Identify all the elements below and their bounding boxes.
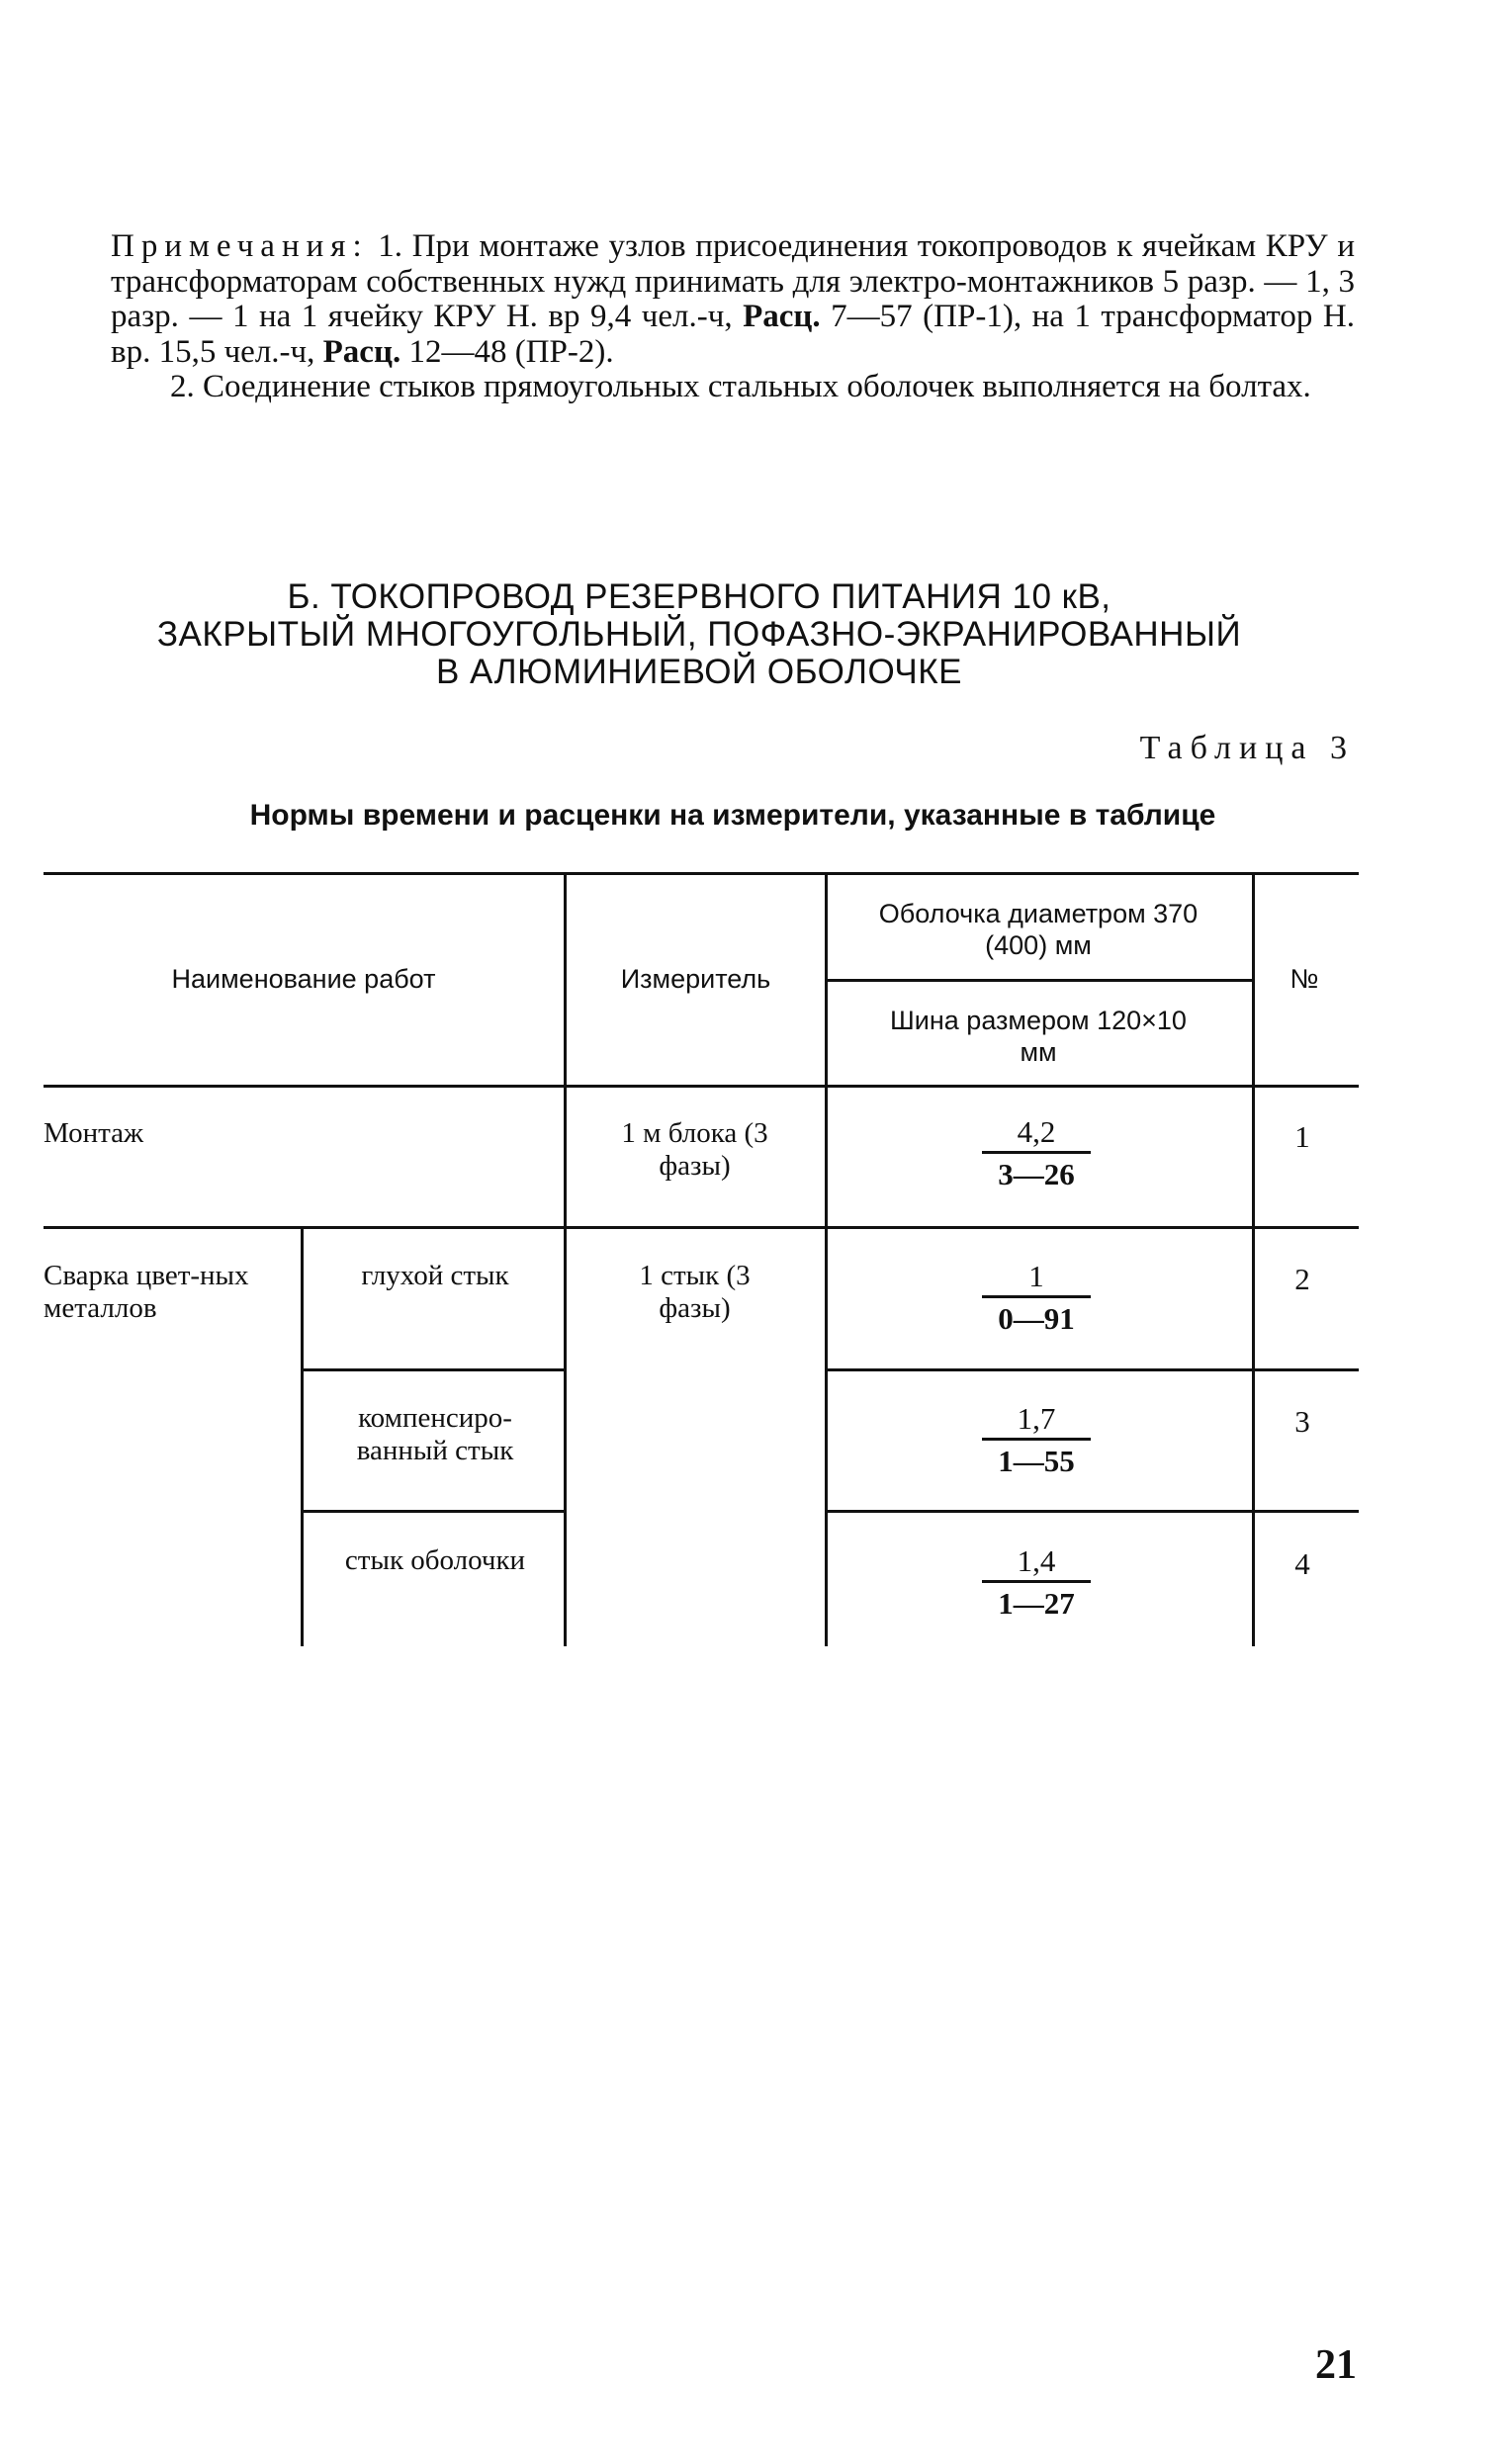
row-2-number: 2 [1294, 1262, 1310, 1296]
row-2-name: Сварка цвет-ных металлов [44, 1260, 249, 1324]
note-1-rate-label-2: Расц. [322, 333, 401, 370]
note-2: 2. Соединение стыков прямоугольных стальных оболочек выполняется на болтах. [170, 369, 1311, 404]
row-1-name: Монтаж [44, 1117, 144, 1149]
row-1-unit: 1 м блока (3 фазы) [621, 1117, 768, 1182]
header-name: Наименование работ [171, 964, 436, 994]
row-1-norm-time: 4,2 [982, 1115, 1091, 1154]
notes-block [111, 229, 1355, 405]
header-shell: Оболочка диаметром 370 (400) мм [878, 899, 1199, 960]
row-3-norm-time: 1,7 [982, 1402, 1091, 1441]
row-3-number: 3 [1294, 1404, 1310, 1439]
table-top-rule [44, 872, 1359, 875]
row-4-value [982, 1544, 1091, 1621]
row-1-number: 1 [1294, 1119, 1310, 1154]
row-4-subname: стык оболочки [344, 1544, 526, 1576]
row-4-norm-time: 1,4 [982, 1544, 1091, 1583]
row-2-bottom-rule [303, 1368, 566, 1371]
row-2-unit: 1 стык (3 фазы) [639, 1260, 751, 1324]
row-4-number: 4 [1294, 1546, 1310, 1581]
row-3-bottom-rule [303, 1510, 566, 1513]
row-1-rate: 3—26 [998, 1157, 1075, 1191]
header-unit: Измеритель [620, 964, 771, 994]
row-1-value [982, 1115, 1091, 1191]
row-4-rate: 1—27 [998, 1586, 1075, 1621]
row-1-bottom-rule [44, 1226, 1359, 1229]
row-2-subname: глухой стык [361, 1260, 509, 1291]
header-inner-rule [827, 979, 1254, 982]
section-title-line-1: Б. ТОКОПРОВОД РЕЗЕРВНОГО ПИТАНИЯ 10 кВ, [287, 577, 1111, 616]
header-bus: Шина размером 120×10 мм [890, 1006, 1187, 1067]
header-bottom-rule [44, 1085, 1359, 1088]
col-subname-left-rule [301, 1226, 304, 1646]
section-title-line-2: ЗАКРЫТЫЙ МНОГОУГОЛЬНЫЙ, ПОФАЗНО-ЭКРАНИРОВАННЫЙ [156, 615, 1242, 654]
notes-label: Примечания: [111, 228, 369, 264]
row-2-value [982, 1260, 1091, 1336]
note-1-text-e: 12—48 (ПР-2). [400, 333, 614, 370]
row-2-norm-time: 1 [982, 1260, 1091, 1298]
table-number: Таблица 3 [1139, 730, 1355, 766]
col-value-left-rule [825, 872, 828, 1646]
table-caption: Нормы времени и расценки на измерители, указанные в таблице [249, 799, 1216, 832]
header-no: № [1289, 964, 1319, 994]
note-1-text-a: 1. При монтаже узлов присоединения токопроводов к ячейкам КРУ и трансформаторам собственных нужд принимать для электро-монтажников 5 разр. — 1, 3 разр. — 1 на 1 ячейку КРУ Н. вр 9,4 чел.-ч, [111, 228, 1355, 334]
note-1-rate-label-1: Расц. [743, 299, 821, 334]
row-3-subname: компенсиро-ванный стык [356, 1402, 514, 1466]
row-3-rate: 1—55 [998, 1444, 1075, 1478]
section-title [111, 578, 1288, 691]
row-3-bottom-rule-b [827, 1510, 1359, 1513]
section-title-line-3: В АЛЮМИНИЕВОЙ ОБОЛОЧКЕ [435, 653, 962, 691]
note-1-text-c: 7—57 (ПР-1), на 1 трансформатор Н. вр. 15,5 чел.-ч, [111, 299, 1355, 370]
row-2-rate: 0—91 [998, 1301, 1075, 1336]
row-2-bottom-rule-b [827, 1368, 1359, 1371]
page-number: 21 [1315, 2342, 1357, 2388]
row-3-value [982, 1402, 1091, 1478]
note-1 [111, 229, 1355, 370]
